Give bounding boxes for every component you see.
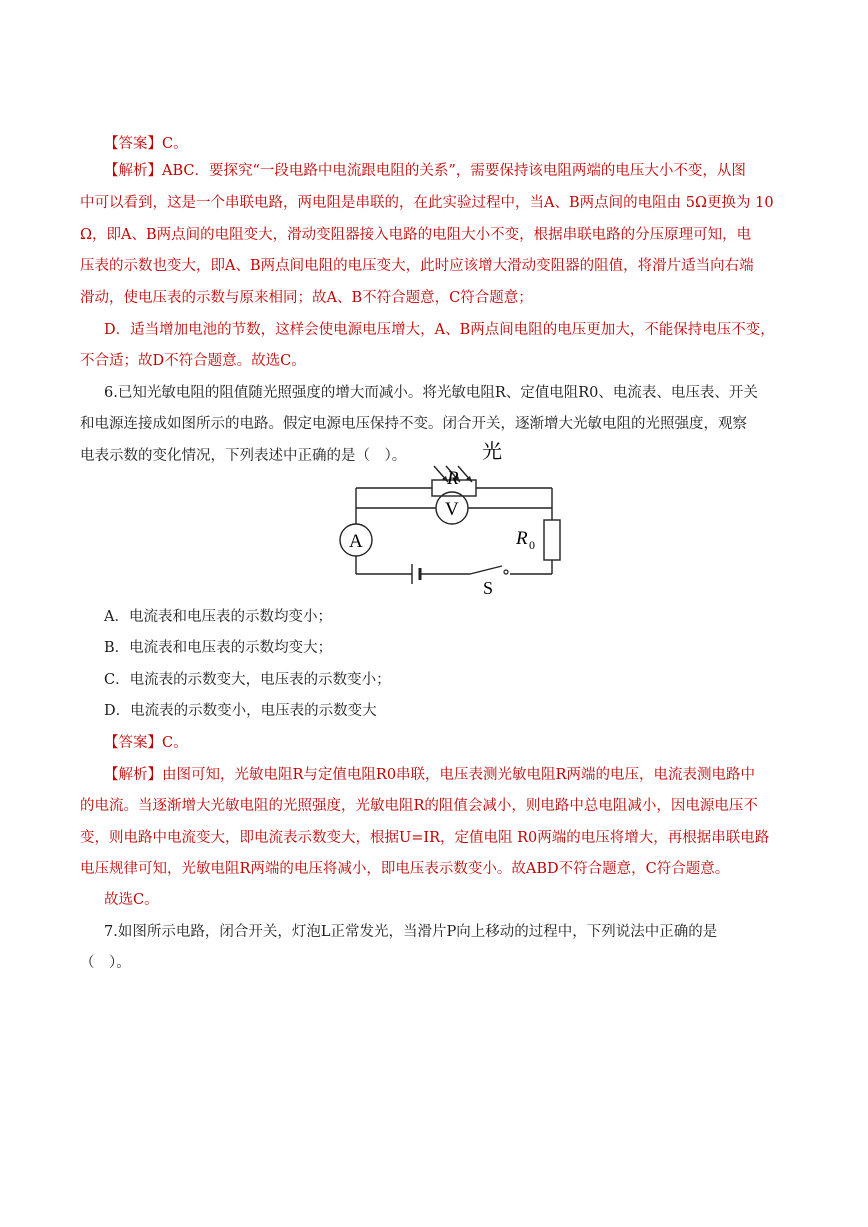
analysis-text: 由图可知，光敏电阻R与定值电阻R0串联，电压表测光敏电阻R两端的电压，电流表测电路中 <box>162 767 755 783</box>
q6-analysis-line-4: 电压规律可知，光敏电阻R两端的电压将减小，即电压表示数变小。故ABD不符合题意，C符合题意。 <box>80 861 730 877</box>
resistor-r0 <box>544 520 560 560</box>
answer-tag: 【答案】 <box>104 136 162 152</box>
q6-analysis-line-3: 变，则电路中电流变大，即电流表示数变大，根据U=IR，定值电阻 R0两端的电压将增大，再根据串联电路 <box>80 830 770 846</box>
q5-analysis-line-1 <box>104 161 746 181</box>
q5-analysis-line-4: 压表的示数也变大，即A、B两点间电阻的电压变大，此时应该增大滑动变阻器的阻值，将滑片适当向右端 <box>80 258 754 274</box>
q6-answer <box>104 733 188 753</box>
switch-s <box>470 566 502 574</box>
analysis-tag: 【解析】 <box>104 767 162 783</box>
switch-label: S <box>483 578 494 598</box>
answer-tag: 【答案】 <box>104 735 162 751</box>
q6-option-a: A．电流表和电压表的示数均变小； <box>104 609 332 625</box>
r0-label: R <box>516 528 528 549</box>
q6-stem-line-2: 和电源连接成如图所示的电路。假定电源电压保持不变。闭合开关，逐渐增大光敏电阻的光照强度，观察 <box>80 416 747 432</box>
q5-analysis-line-7: 不合适；故D不符合题意。故选C。 <box>80 353 306 369</box>
q6-analysis-line-1 <box>104 765 755 785</box>
analysis-tag: 【解析】 <box>104 163 162 179</box>
q6-stem-line-3: 电表示数的变化情况，下列表述中正确的是（ ）。 <box>80 448 407 464</box>
q5-analysis-line-6: D．适当增加电池的节数，这样会使电源电压增大，A、B两点间电阻的电压更加大，不能保持电压不变， <box>104 322 775 338</box>
circuit-diagram <box>330 436 570 600</box>
q5-analysis-line-2: 中可以看到，这是一个串联电路，两电阻是串联的，在此实验过程中，当A、B两点间的电阻由 5Ω更换为 10 <box>80 195 774 211</box>
answer-value: C。 <box>162 136 188 152</box>
q6-option-b: B．电流表和电压表的示数均变大； <box>104 640 333 656</box>
analysis-text: ABC．要探究“一段电路中电流跟电阻的关系”，需要保持该电阻两端的电压大小不变，从图 <box>162 163 746 179</box>
r0-subscript: 0 <box>529 538 535 552</box>
light-label: 光 <box>482 441 502 463</box>
q5-analysis-line-3: Ω，即A、B两点间的电阻变大，滑动变阻器接入电路的电阻大小不变，根据串联电路的分压原理可知，电 <box>80 227 752 243</box>
q6-analysis-line-5: 故选C。 <box>104 892 159 908</box>
q6-option-d: D．电流表的示数变小，电压表的示数变大 <box>104 703 377 719</box>
r-label: R <box>447 468 459 489</box>
q6-stem-line-1: 6.已知光敏电阻的阻值随光照强度的增大而减小。将光敏电阻R、定值电阻R0、电流表、电压表、开关 <box>104 385 758 401</box>
q5-answer <box>104 134 188 154</box>
q6-option-c: C．电流表的示数变大，电压表的示数变小； <box>104 672 391 688</box>
answer-value: C。 <box>162 735 188 751</box>
q7-stem-line-1: 7.如图所示电路，闭合开关，灯泡L正常发光，当滑片P向上移动的过程中，下列说法中正确的是 <box>104 924 718 940</box>
q5-analysis-line-5: 滑动，使电压表的示数与原来相同；故A、B不符合题意，C符合题意； <box>80 290 533 306</box>
voltmeter-label: V <box>445 499 459 520</box>
q6-analysis-line-2: 的电流。当逐渐增大光敏电阻的光照强度，光敏电阻R的阻值会减小，则电路中总电阻减小，因电源电压不 <box>80 798 758 814</box>
q7-stem-line-2: （ ）。 <box>80 955 131 971</box>
ammeter-label: A <box>349 531 363 552</box>
